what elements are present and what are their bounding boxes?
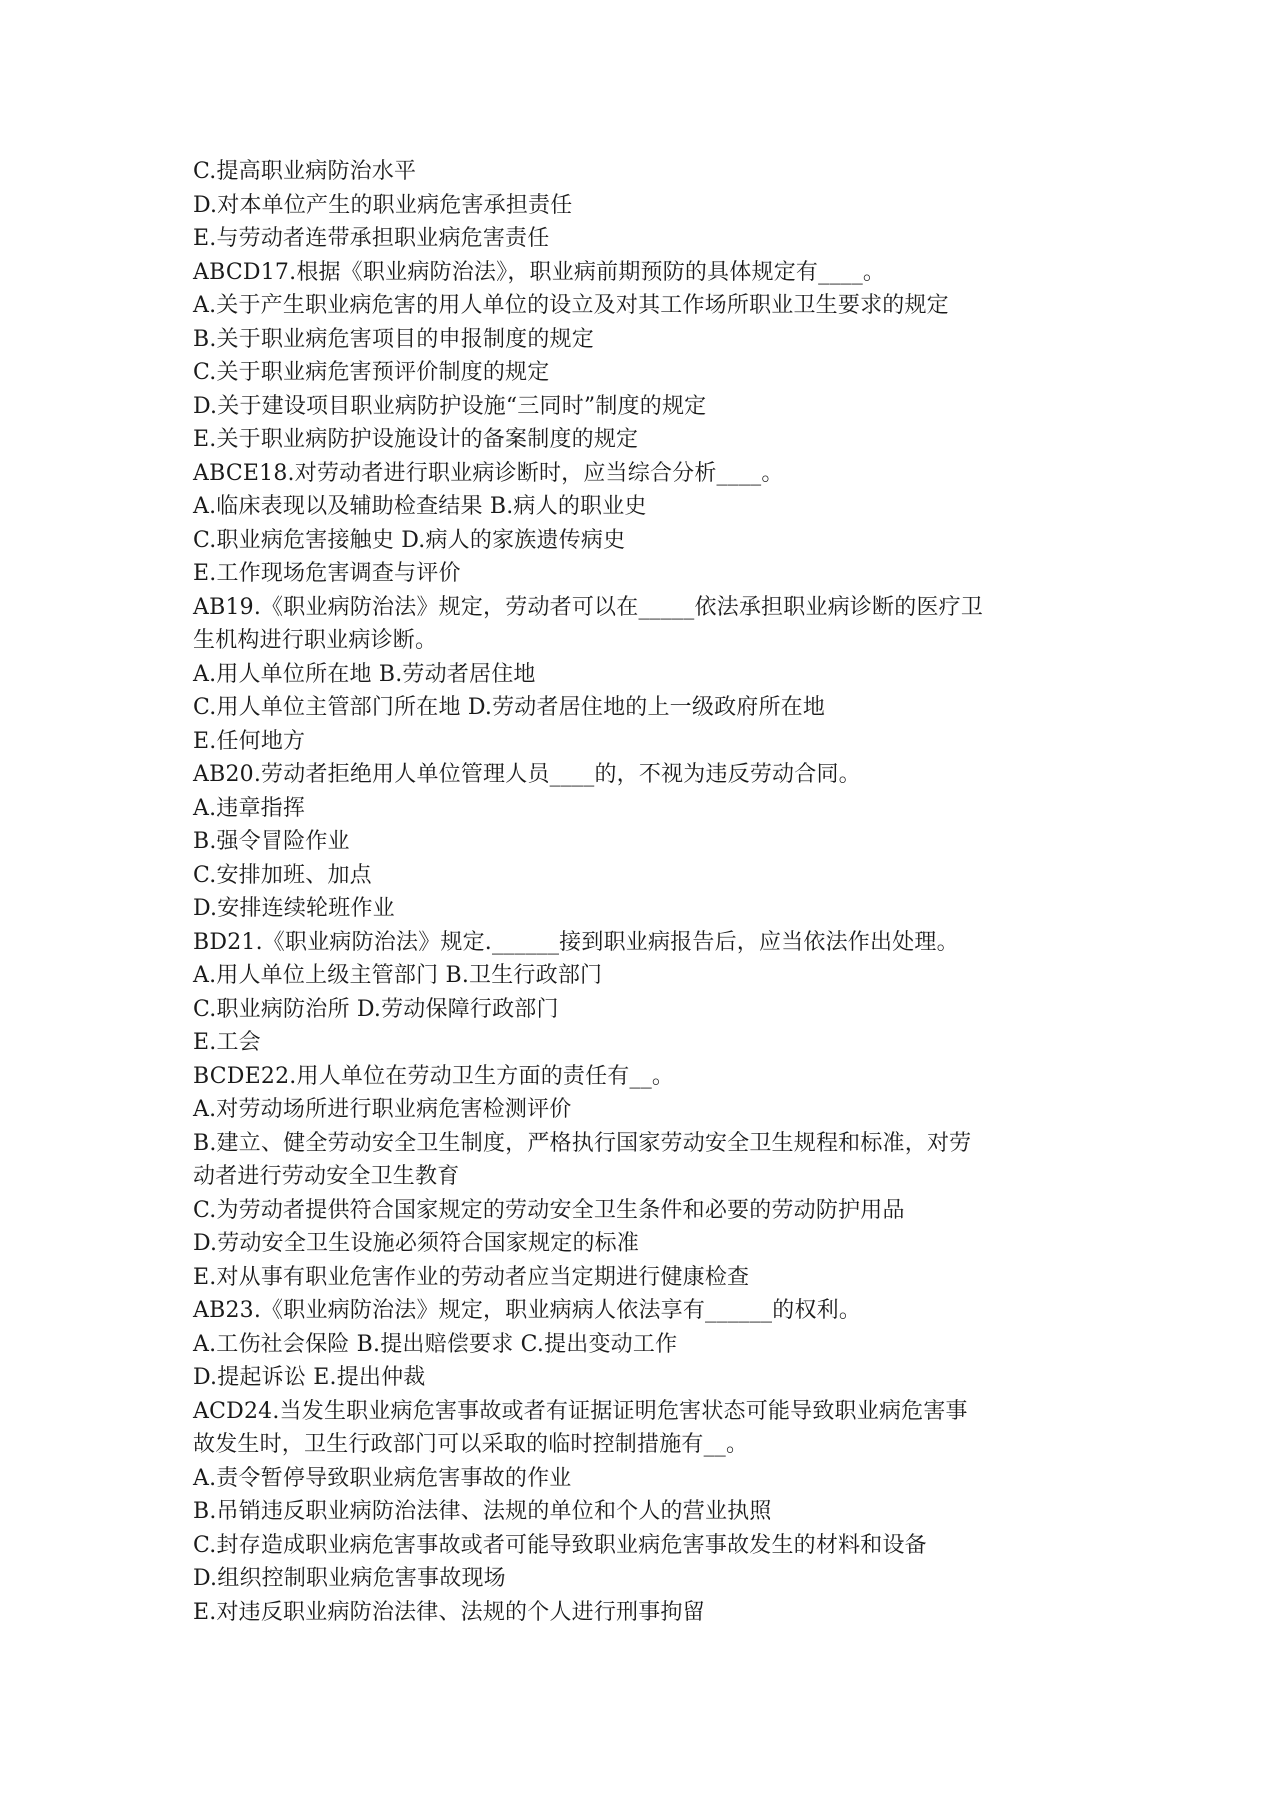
question-line: 故发生时，卫生行政部门可以采取的临时控制措施有__。 bbox=[193, 1432, 749, 1457]
text-line: A.用人单位所在地 B.劳动者居住地 bbox=[193, 661, 536, 687]
text-line: C.用人单位主管部门所在地 D.劳动者居住地的上一级政府所在地 bbox=[193, 695, 826, 720]
question-line: BCDE22.用人单位在劳动卫生方面的责任有__。 bbox=[193, 1063, 675, 1089]
text-line: C.封存造成职业病危害事故或者可能导致职业病危害事故发生的材料和设备 bbox=[193, 1532, 927, 1558]
text-line: A.对劳动场所进行职业病危害检测评价 bbox=[193, 1097, 572, 1122]
text-line: E.关于职业病防护设施设计的备案制度的规定 bbox=[193, 427, 639, 452]
text-line: E.工作现场危害调查与评价 bbox=[193, 561, 461, 586]
text-line: A.责令暂停导致职业病危害事故的作业 bbox=[193, 1465, 572, 1491]
text-line: C.职业病危害接触史 D.病人的家族遗传病史 bbox=[193, 527, 626, 553]
text-line: A.违章指挥 bbox=[193, 795, 306, 821]
text-line: E.工会 bbox=[193, 1030, 261, 1055]
text-line: C.安排加班、加点 bbox=[193, 862, 372, 888]
text-line: C.职业病防治所 D.劳动保障行政部门 bbox=[193, 996, 559, 1022]
text-line: A.临床表现以及辅助检查结果 B.病人的职业史 bbox=[193, 494, 647, 519]
text-line: 动者进行劳动安全卫生教育 bbox=[193, 1164, 460, 1189]
text-line: D.安排连续轮班作业 bbox=[193, 896, 395, 921]
question-line: AB19.《职业病防治法》规定，劳动者可以在_____依法承担职业病诊断的医疗卫 bbox=[193, 594, 984, 620]
question-line: ABCE18.对劳动者进行职业病诊断时，应当综合分析____。 bbox=[193, 460, 784, 486]
text-line: E.任何地方 bbox=[193, 728, 306, 754]
text-line: E.对从事有职业危害作业的劳动者应当定期进行健康检查 bbox=[193, 1264, 750, 1290]
text-line: D.对本单位产生的职业病危害承担责任 bbox=[193, 192, 573, 218]
question-line: ABCD17.根据《职业病防治法》，职业病前期预防的具体规定有____。 bbox=[193, 259, 886, 285]
text-line: D.劳动安全卫生设施必须符合国家规定的标准 bbox=[193, 1231, 640, 1256]
question-line: AB20.劳动者拒绝用人单位管理人员____的，不视为违反劳动合同。 bbox=[193, 762, 861, 787]
text-line: B.强令冒险作业 bbox=[193, 829, 350, 854]
text-line: B.吊销违反职业病防治法律、法规的单位和个人的营业执照 bbox=[193, 1499, 772, 1524]
text-line: D.组织控制职业病危害事故现场 bbox=[193, 1566, 506, 1591]
text-line: A.工伤社会保险 B.提出赔偿要求 C.提出变动工作 bbox=[193, 1331, 678, 1357]
text-line: C.关于职业病危害预评价制度的规定 bbox=[193, 360, 550, 385]
question-line: ACD24.当发生职业病危害事故或者有证据证明危害状态可能导致职业病危害事 bbox=[193, 1398, 968, 1424]
text-line: D.关于建设项目职业病防护设施“三同时”制度的规定 bbox=[193, 393, 707, 419]
text-line: B.关于职业病危害项目的申报制度的规定 bbox=[193, 326, 594, 352]
document-page bbox=[193, 155, 1093, 1629]
text-line: C.提高职业病防治水平 bbox=[193, 159, 417, 184]
text-line: A.用人单位上级主管部门 B.卫生行政部门 bbox=[193, 963, 603, 988]
question-line: BD21.《职业病防治法》规定.______接到职业病报告后，应当依法作出处理。 bbox=[193, 929, 959, 955]
text-line: B.建立、健全劳动安全卫生制度，严格执行国家劳动安全卫生规程和标准，对劳 bbox=[193, 1130, 972, 1156]
question-line: 生机构进行职业病诊断。 bbox=[193, 628, 438, 653]
text-line: C.为劳动者提供符合国家规定的劳动安全卫生条件和必要的劳动防护用品 bbox=[193, 1197, 905, 1223]
text-line: E.对违反职业病防治法律、法规的个人进行刑事拘留 bbox=[193, 1599, 705, 1625]
question-line: AB23.《职业病防治法》规定，职业病病人依法享有______的权利。 bbox=[193, 1298, 862, 1323]
text-line: D.提起诉讼 E.提出仲裁 bbox=[193, 1365, 426, 1390]
text-line: E.与劳动者连带承担职业病危害责任 bbox=[193, 226, 550, 251]
text-line: A.关于产生职业病危害的用人单位的设立及对其工作场所职业卫生要求的规定 bbox=[193, 293, 949, 318]
